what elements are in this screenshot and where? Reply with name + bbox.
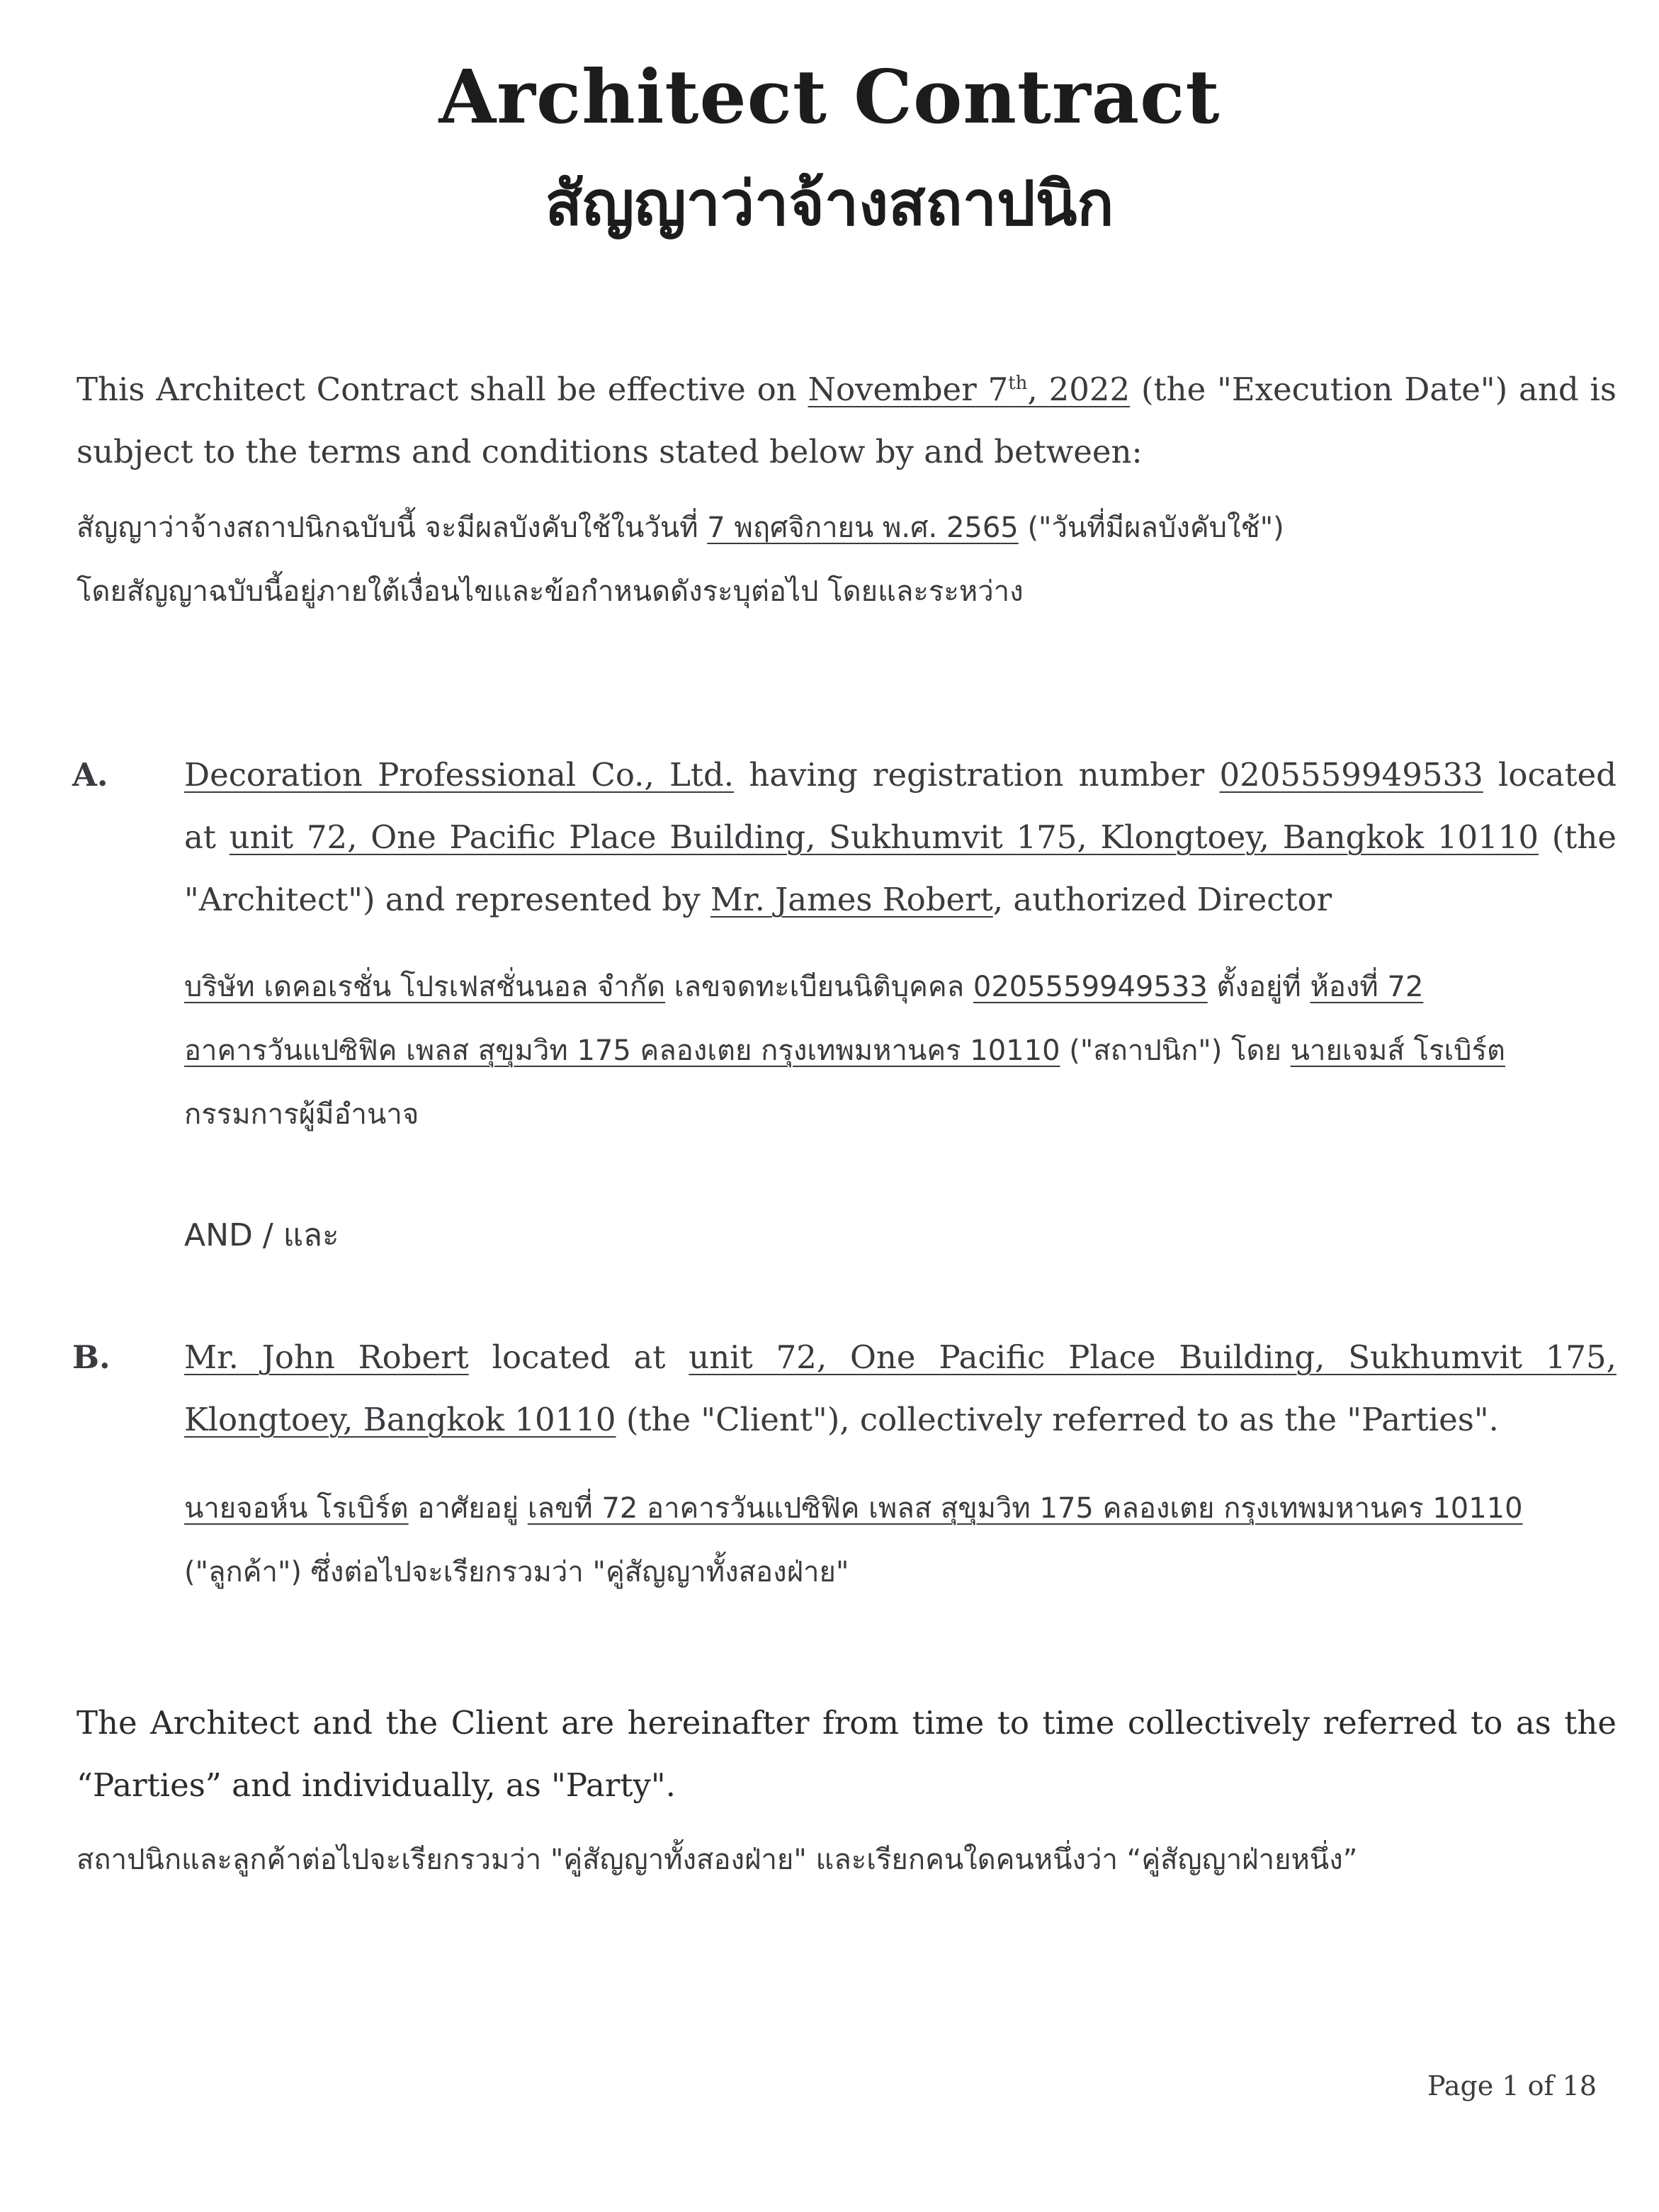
party-b-english-text [184,1326,1616,1451]
intro-paragraph-english [77,359,1616,483]
party-a-thai [128,955,1616,1146]
intro-paragraph-thai [77,496,1616,623]
page-number: Page 1 of 18 [1427,2070,1597,2101]
execution-date-suffix: th [1008,373,1028,394]
intro-thai-line-2: โดยสัญญาฉบับนี้อยู่ภายใต้เงื่อนไขและข้อกำหนดดังระบุต่อไป โดยและระหว่าง [77,575,1024,608]
party-a-thai-text-1: เลขจดทะเบียนนิติบุคคล [665,971,973,1003]
closing-paragraph-english: The Architect and the Client are hereinafter from time to time collectively referred to as the “Parties” and individually, as "Party". [77,1704,1616,1804]
party-a-english [72,744,1617,931]
intro-text-after-date: (the "Execution Date") and is subject to the terms and conditions stated below by and between: [77,371,1617,470]
party-a-text-1: having registration number [734,756,1220,794]
client-address: unit 72, One Pacific Place Building, Sukhumvit 175, Klongtoey, Bangkok 10110 [184,1338,1616,1438]
document-title-thai: สัญญาว่าจ้างสถาปนิก [545,169,1114,239]
intro-thai-before-date: สัญญาว่าจ้างสถาปนิกฉบับนี้ จะมีผลบังคับใช้ในวันที่ [77,512,708,544]
party-a-text-3: (the "Architect") and represented by [184,818,1616,918]
client-address-thai: เลขที่ 72 อาคารวันแปซิฟิค เพลส สุขุมวิท 175 คลองเตย กรุงเทพมหานคร 10110 [527,1492,1523,1525]
party-b-text-2: (the "Client"), collectively referred to as the "Parties". [616,1401,1499,1438]
party-b-thai-line-1 [184,1477,1616,1540]
party-b-thai-text [184,1477,1616,1604]
party-a-thai-text [184,955,1616,1146]
party-b-thai [128,1477,1616,1604]
execution-date-year: , 2022 [1027,371,1131,408]
party-a-label: A. [72,756,108,794]
party-a-text-4: , authorized Director [992,881,1332,918]
architect-company-name-thai: บริษัท เดคอเรชั่น โปรเฟสชั่นนอล จำกัด [184,971,666,1003]
client-name: Mr. John Robert [184,1338,469,1376]
architect-company-name: Decoration Professional Co., Ltd. [184,756,735,794]
party-a-thai-text-2: ตั้งอยู่ที่ [1207,971,1310,1003]
party-b-english [72,1326,1616,1451]
intro-thai-after-date: ("วันที่มีผลบังคับใช้") [1018,512,1284,544]
architect-address: unit 72, One Pacific Place Building, Sukhumvit 175, Klongtoey, Bangkok 10110 [229,818,1539,856]
document-title-english: Architect Contract [438,53,1221,140]
architect-representative: Mr. James Robert [710,881,993,918]
closing-paragraph-thai: สถาปนิกและลูกค้าต่อไปจะเรียกรวมว่า "คู่สัญญาทั้งสองฝ่าย" และเรียกคนใดคนหนึ่งว่า “คู่สัญญาฝ่ายหนึ่ง” [77,1844,1358,1876]
party-b-label: B. [72,1338,111,1376]
architect-registration-number-thai: 0205559949533 [973,971,1208,1003]
execution-date-english [808,371,1131,408]
intro-text-before-date: This Architect Contract shall be effective on [77,371,808,408]
and-separator [128,1204,1616,1267]
party-b-thai-line-2: ("ลูกค้า") ซึ่งต่อไปจะเรียกรวมว่า "คู่สัญญาทั้งสองฝ่าย" [184,1556,849,1589]
party-a-text-2: located at [184,756,1617,856]
intro-thai-line-1 [77,496,1616,560]
execution-date-thai: 7 พฤศจิกายน พ.ศ. 2565 [707,512,1019,544]
party-b-text-1: located at [468,1338,689,1376]
and-text: AND / และ [184,1217,339,1253]
architect-address-thai-part-1: ห้องที่ 72 [1310,971,1424,1003]
architect-address-thai-part-2: อาคารวันแปซิฟิค เพลส สุขุมวิท 175 คลองเตย กรุงเทพมหานคร 10110 [184,1034,1060,1067]
architect-representative-thai: นายเจมส์ โรเบิร์ต [1290,1034,1505,1067]
architect-registration-number: 0205559949533 [1219,756,1483,794]
party-a-thai-line-2 [184,1019,1616,1083]
party-a-thai-line-1 [184,955,1616,1019]
party-b-thai-text-1: อาศัยอยู่ [408,1492,528,1525]
party-a-thai-text-3: ("สถาปนิก") โดย [1060,1034,1291,1067]
execution-date-month: November 7 [808,371,1009,408]
client-name-thai: นายจอห์น โรเบิร์ต [184,1492,409,1525]
party-a-english-text [184,744,1616,931]
party-a-thai-line-3: กรรมการผู้มีอำนาจ [184,1098,419,1131]
